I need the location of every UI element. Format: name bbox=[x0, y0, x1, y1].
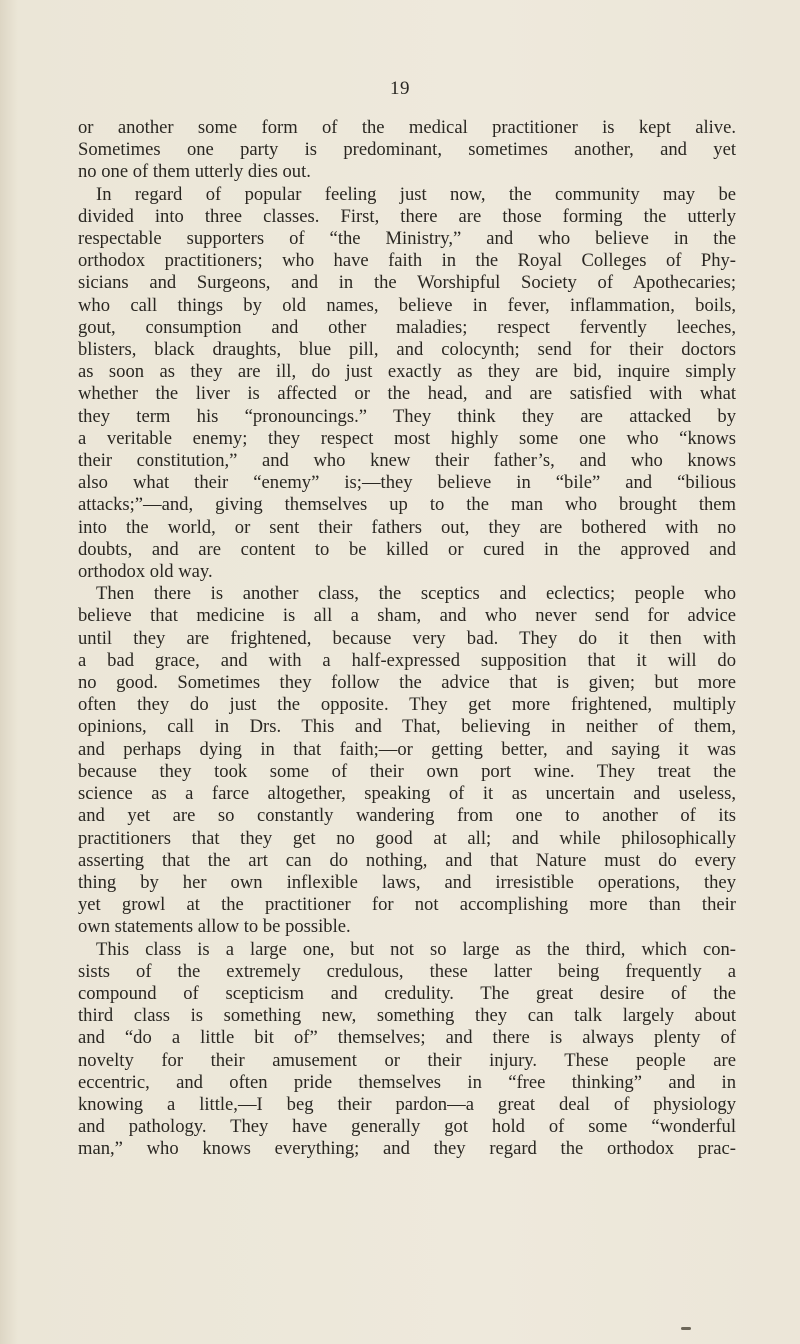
text-line: whether the liver is affected or the head, and are satisfied with what bbox=[78, 383, 736, 405]
text-line: science as a farce altogether, speaking of it as uncertain and useless, bbox=[78, 783, 736, 805]
text-line: orthodox old way. bbox=[78, 561, 213, 583]
text-line: and pathology. They have generally got hold of some “wonderful bbox=[78, 1116, 736, 1138]
text-line: thing by her own inflexible laws, and irresistible operations, they bbox=[78, 871, 736, 893]
text-line: no good. Sometimes they follow the advice that is given; but more bbox=[78, 672, 736, 694]
text-line: In regard of popular feeling just now, the community may be bbox=[96, 183, 736, 205]
text-line: Sometimes one party is predominant, sometimes another, and yet bbox=[78, 139, 736, 161]
text-line: opinions, call in Drs. This and That, believing in neither of them, bbox=[78, 716, 736, 738]
text-line: orthodox practitioners; who have faith in the Royal Colleges of Phy- bbox=[78, 250, 736, 272]
text-line: attacks;”—and, giving themselves up to the man who brought them bbox=[78, 494, 736, 516]
text-line: compound of scepticism and credulity. The great desire of the bbox=[78, 982, 736, 1004]
text-line: and perhaps dying in that faith;—or getting better, and saying it was bbox=[78, 738, 736, 760]
body-text bbox=[78, 117, 736, 1161]
text-line: divided into three classes. First, there are those forming the utterly bbox=[78, 205, 736, 227]
text-line: no one of them utterly dies out. bbox=[78, 161, 311, 183]
text-line: third class is something new, something they can talk largely about bbox=[78, 1005, 736, 1027]
text-line: because they took some of their own port wine. They treat the bbox=[78, 760, 736, 782]
text-line: sists of the extremely credulous, these latter being frequently a bbox=[78, 960, 736, 982]
text-line: believe that medicine is all a sham, and who never send for advice bbox=[78, 605, 736, 627]
text-line: yet growl at the practitioner for not accomplishing more than their bbox=[78, 894, 736, 916]
text-line: and yet are so constantly wandering from one to another of its bbox=[78, 805, 736, 827]
text-line: knowing a little,—I beg their pardon—a great deal of physiology bbox=[78, 1093, 736, 1115]
text-line: doubts, and are content to be killed or cured in the approved and bbox=[78, 538, 736, 560]
text-line: Then there is another class, the sceptics and eclectics; people who bbox=[96, 583, 736, 605]
text-line: blisters, black draughts, blue pill, and colocynth; send for their doctors bbox=[78, 339, 736, 361]
text-line: a bad grace, and with a half-expressed supposition that it will do bbox=[78, 649, 736, 671]
text-line: novelty for their amusement or their injury. These people are bbox=[78, 1049, 736, 1071]
text-line: sicians and Surgeons, and in the Worshipful Society of Apothecaries; bbox=[78, 272, 736, 294]
text-line: own statements allow to be possible. bbox=[78, 916, 351, 938]
text-line: into the world, or sent their fathers out, they are bothered with no bbox=[78, 516, 736, 538]
text-line: man,” who knows everything; and they regard the orthodox prac- bbox=[78, 1138, 736, 1160]
text-line: often they do just the opposite. They get more frightened, multiply bbox=[78, 694, 736, 716]
text-line: and “do a little bit of” themselves; and there is always plenty of bbox=[78, 1027, 736, 1049]
text-line: as soon as they are ill, do just exactly as they are bid, inquire simply bbox=[78, 361, 736, 383]
text-line: gout, consumption and other maladies; respect fervently leeches, bbox=[78, 316, 736, 338]
text-line: also what their “enemy” is;—they believe in “bile” and “bilious bbox=[78, 472, 736, 494]
ink-speck bbox=[681, 1327, 691, 1330]
text-line: asserting that the art can do nothing, and that Nature must do every bbox=[78, 849, 736, 871]
text-line: a veritable enemy; they respect most highly some one who “knows bbox=[78, 427, 736, 449]
text-line: or another some form of the medical practitioner is kept alive. bbox=[78, 117, 736, 138]
text-line: practitioners that they get no good at all; and while philosophically bbox=[78, 827, 736, 849]
text-line: eccentric, and often pride themselves in “free thinking” and in bbox=[78, 1071, 736, 1093]
text-line: until they are frightened, because very bad. They do it then with bbox=[78, 627, 736, 649]
page-number: 19 bbox=[390, 78, 410, 99]
text-line: This class is a large one, but not so large as the third, which con- bbox=[96, 938, 736, 960]
text-line: they term his “pronouncings.” They think they are attacked by bbox=[78, 405, 736, 427]
text-line: who call things by old names, believe in fever, inflammation, boils, bbox=[78, 294, 736, 316]
text-line: respectable supporters of “the Ministry,” and who believe in the bbox=[78, 228, 736, 250]
text-line: their constitution,” and who knew their father’s, and who knows bbox=[78, 450, 736, 472]
